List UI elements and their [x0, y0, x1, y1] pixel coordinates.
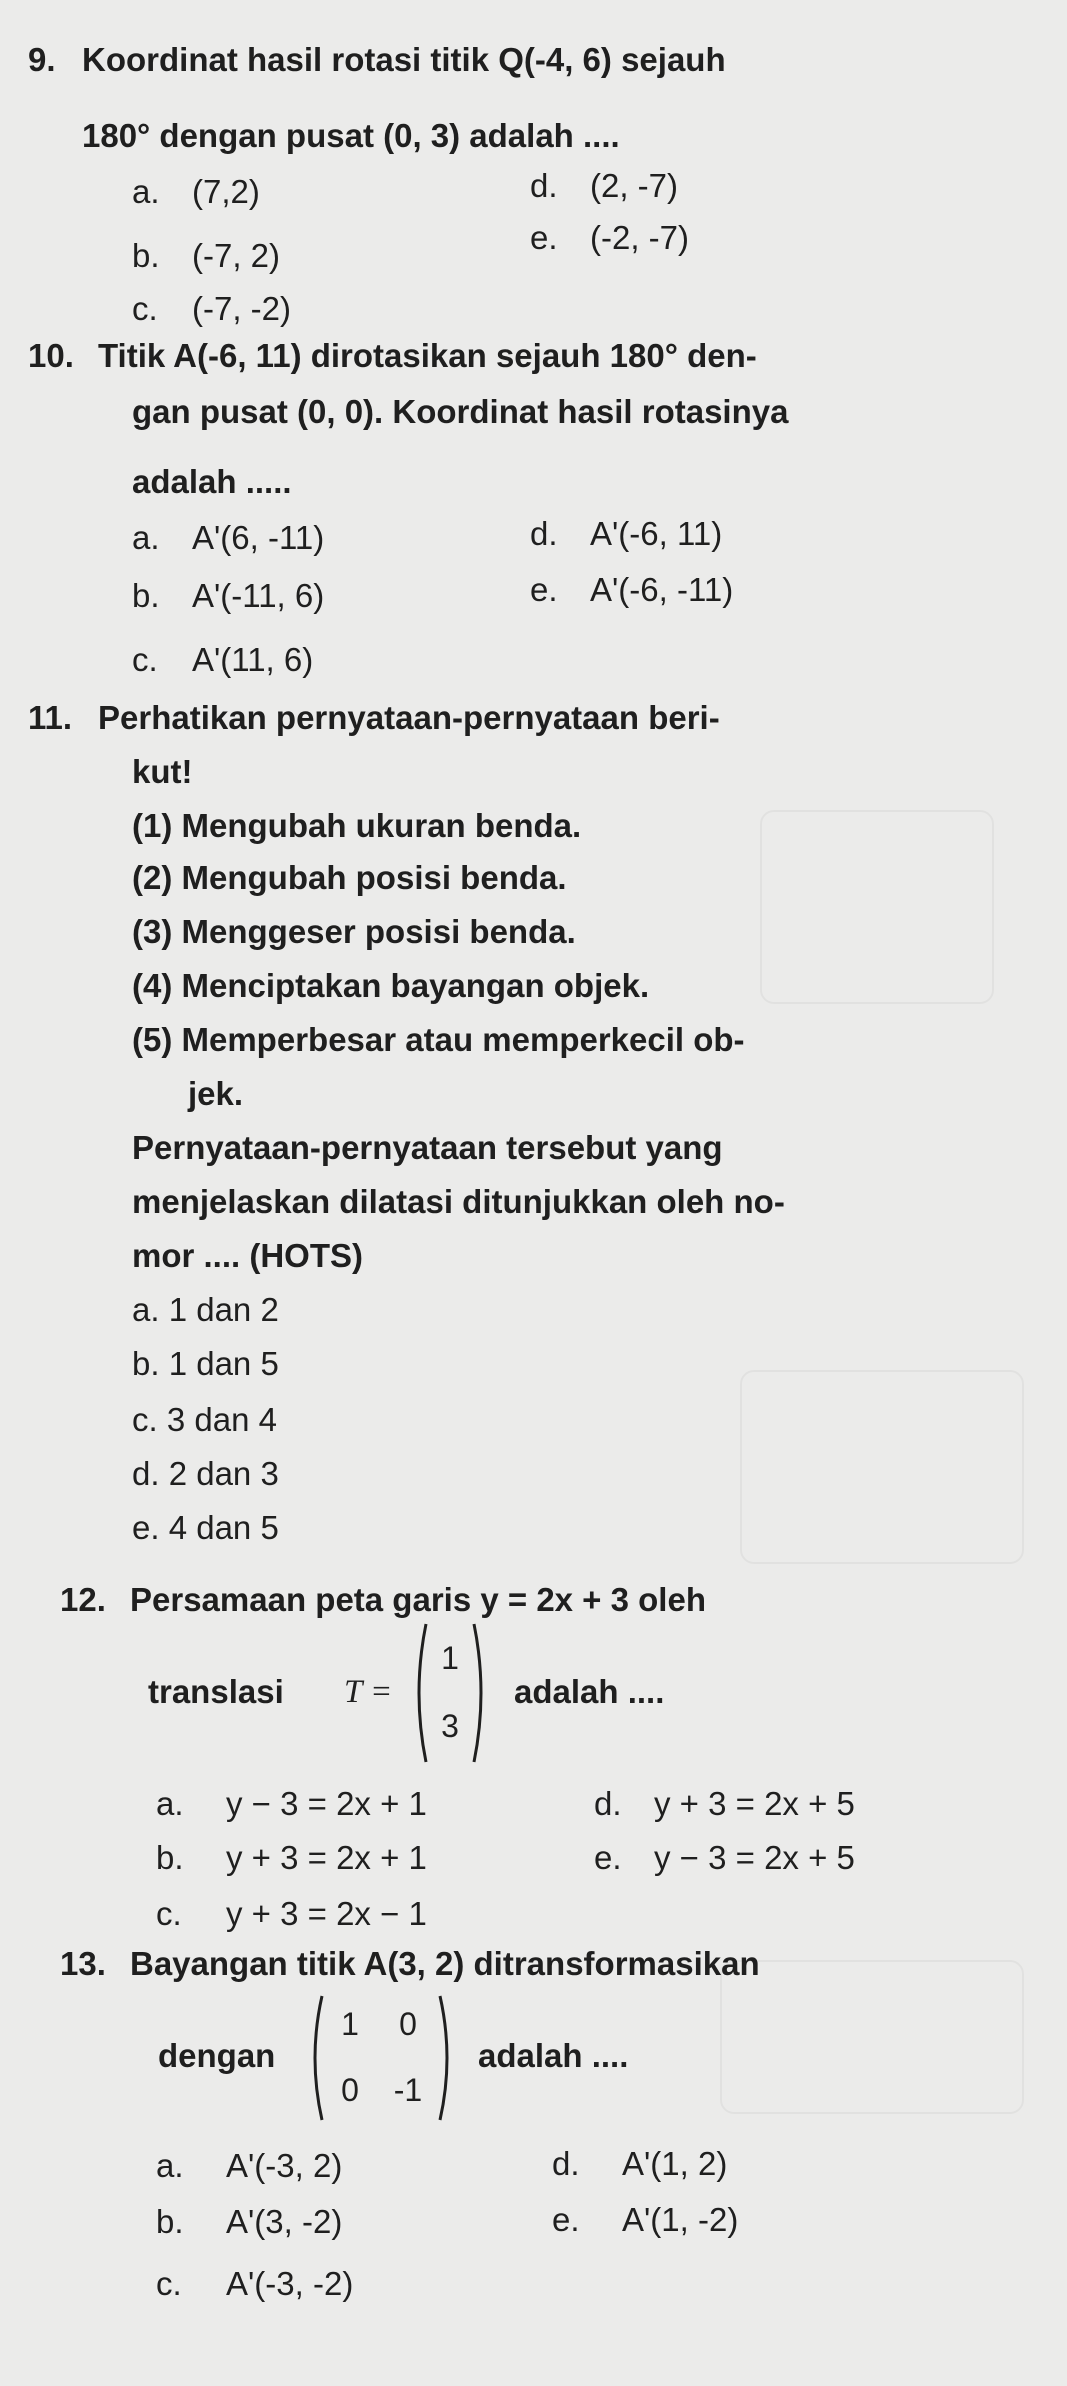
vector-bottom: 3: [441, 1708, 459, 1744]
question-number: 11.: [28, 699, 73, 736]
option-a: a. A'(6, -11): [132, 519, 325, 556]
adalah-text: adalah ....: [514, 1673, 665, 1710]
translation-vector: [410, 1618, 490, 1768]
option-e: e. A'(1, -2): [552, 2201, 739, 2238]
statement-5: (5) Memperbesar atau memperkecil ob-: [132, 1021, 745, 1058]
matrix-cell-22: -1: [393, 2072, 423, 2108]
option-d: d. A'(1, 2): [552, 2145, 728, 2182]
statement-1: (1) Mengubah ukuran benda.: [132, 807, 582, 844]
option-a: a. 1 dan 2: [132, 1291, 279, 1328]
statement-5-cont: jek.: [188, 1075, 244, 1112]
question-text: Persamaan peta garis y = 2x + 3 oleh: [130, 1581, 706, 1618]
question-prompt: Pernyataan-pernyataan tersebut yang: [132, 1129, 723, 1166]
statement-3: (3) Menggeser posisi benda.: [132, 913, 576, 950]
question-text: adalah .....: [132, 463, 292, 500]
option-d: d. A'(-6, 11): [530, 515, 723, 552]
matrix-cell-11: 1: [341, 2006, 359, 2042]
statement-2: (2) Mengubah posisi benda.: [132, 859, 567, 896]
option-e: e. (-2, -7): [530, 219, 689, 256]
option-b: b. (-7, 2): [132, 237, 281, 274]
option-b: b. 1 dan 5: [132, 1345, 279, 1382]
question-prompt: menjelaskan dilatasi ditunjukkan oleh no-: [132, 1183, 785, 1220]
question-text: 180° dengan pusat (0, 3) adalah ....: [82, 117, 620, 154]
option-d: d. y + 3 = 2x + 5: [594, 1785, 855, 1822]
option-c: c. A'(-3, -2): [156, 2265, 354, 2302]
option-c: c. 3 dan 4: [132, 1401, 277, 1438]
option-b: b. A'(-11, 6): [132, 577, 325, 614]
question-text: kut!: [132, 753, 193, 790]
option-e: e. A'(-6, -11): [530, 571, 734, 608]
question-text: Perhatikan pernyataan-pernyataan beri-: [98, 699, 720, 736]
question-prompt: mor .... (HOTS): [132, 1237, 363, 1274]
option-a: a. y − 3 = 2x + 1: [156, 1785, 427, 1822]
question-text: Bayangan titik A(3, 2) ditransformasikan: [130, 1945, 760, 1982]
t-label: T =: [344, 1674, 393, 1710]
option-e: e. 4 dan 5: [132, 1509, 279, 1546]
matrix-cell-21: 0: [341, 2072, 359, 2108]
statement-4: (4) Menciptakan bayangan objek.: [132, 967, 650, 1004]
question-text: Koordinat hasil rotasi titik Q(-4, 6) sejauh: [82, 41, 726, 78]
question-text: gan pusat (0, 0). Koordinat hasil rotasinya: [132, 393, 789, 430]
vector-top: 1: [441, 1640, 459, 1676]
option-a: a. (7,2): [132, 173, 260, 210]
option-e: e. y − 3 = 2x + 5: [594, 1839, 855, 1876]
option-a: a. A'(-3, 2): [156, 2147, 343, 2184]
matrix-cell-12: 0: [399, 2006, 417, 2042]
option-d: d. 2 dan 3: [132, 1455, 279, 1492]
question-number: 10.: [28, 337, 74, 374]
adalah-text: adalah ....: [478, 2037, 629, 2074]
option-d: d. (2, -7): [530, 167, 679, 204]
dengan-label: dengan: [158, 2037, 276, 2074]
question-text: Titik A(-6, 11) dirotasikan sejauh 180° den-: [98, 337, 757, 374]
transformation-matrix: [306, 1990, 456, 2126]
option-b: b. y + 3 = 2x + 1: [156, 1839, 427, 1876]
question-number: 13.: [60, 1945, 106, 1982]
option-c: c. (-7, -2): [132, 290, 291, 327]
translasi-label: translasi: [148, 1673, 284, 1710]
option-b: b. A'(3, -2): [156, 2203, 343, 2240]
question-number: 12.: [60, 1581, 106, 1618]
option-c: c. y + 3 = 2x − 1: [156, 1895, 427, 1932]
question-number: 9.: [28, 41, 56, 78]
option-c: c. A'(11, 6): [132, 641, 314, 678]
